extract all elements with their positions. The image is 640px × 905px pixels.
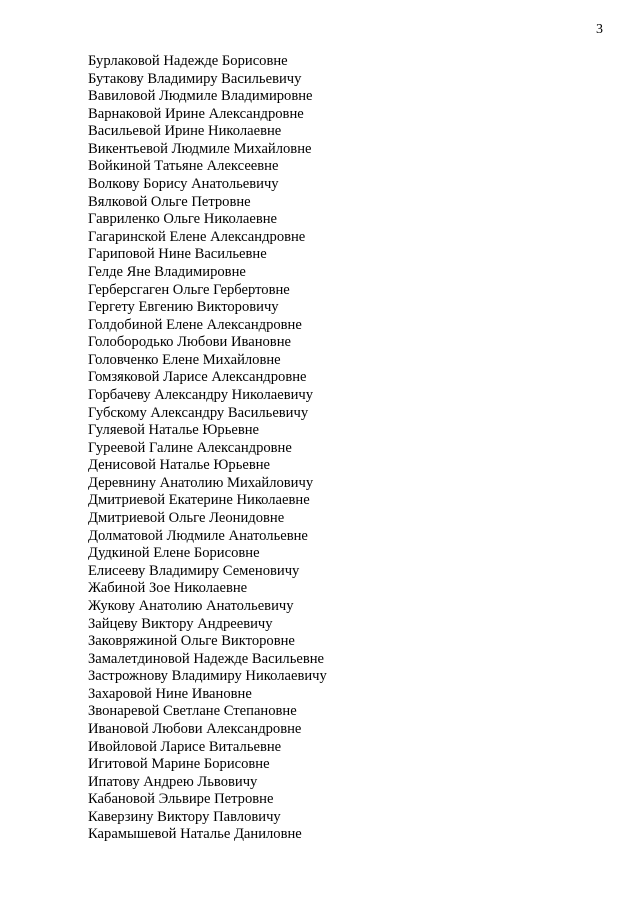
name-entry: Ипатову Андрею Львовичу <box>88 773 258 790</box>
name-entry: Гуляевой Наталье Юрьевне <box>88 422 260 439</box>
name-entry: Застрожнову Владимиру Николаевичу <box>88 668 327 685</box>
name-entry: Елисееву Владимиру Семеновичу <box>88 562 300 579</box>
name-entry: Звонаревой Светлане Степановне <box>88 703 297 720</box>
name-entry: Волкову Борису Анатольевичу <box>88 176 279 193</box>
name-entry: Викентьевой Людмиле Михайловне <box>88 140 312 157</box>
name-entry: Игитовой Марине Борисовне <box>88 756 270 773</box>
name-entry: Бурлаковой Надежде Борисовне <box>88 53 288 69</box>
name-entry: Карамышевой Наталье Даниловне <box>88 826 302 843</box>
name-entry: Бутакову Владимиру Васильевичу <box>88 70 302 87</box>
name-entry: Голобородько Любови Ивановне <box>88 334 291 351</box>
name-entry: Гариповой Нине Васильевне <box>88 246 267 263</box>
name-entry: Каверзину Виктору Павловичу <box>88 808 281 825</box>
name-entry: Ивановой Любови Александровне <box>88 720 302 737</box>
name-entry: Войкиной Татьяне Алексеевне <box>88 158 279 175</box>
name-entry: Гелде Яне Владимировне <box>88 263 246 280</box>
name-entry: Гомзяковой Ларисе Александровне <box>88 369 307 386</box>
name-entry: Гергету Евгению Викторовичу <box>88 299 279 316</box>
name-list <box>88 53 327 844</box>
name-entry: Гуреевой Галине Александровне <box>88 439 292 456</box>
name-entry: Гагаринской Елене Александровне <box>88 228 306 245</box>
name-entry: Васильевой Ирине Николаевне <box>88 123 282 140</box>
name-entry: Варнаковой Ирине Александровне <box>88 105 304 122</box>
name-entry: Деревнину Анатолию Михайловичу <box>88 474 314 491</box>
name-entry: Денисовой Наталье Юрьевне <box>88 457 271 474</box>
name-entry: Жабиной Зое Николаевне <box>88 580 248 597</box>
page-number: 3 <box>596 22 603 37</box>
name-entry: Захаровой Нине Ивановне <box>88 685 252 702</box>
name-entry: Губскому Александру Васильевичу <box>88 404 309 421</box>
name-entry: Гавриленко Ольге Николаевне <box>88 211 278 228</box>
name-entry: Дмитриевой Ольге Леонидовне <box>88 510 285 527</box>
name-entry: Вавиловой Людмиле Владимировне <box>88 88 313 105</box>
name-entry: Дмитриевой Екатерине Николаевне <box>88 492 310 509</box>
name-entry: Замалетдиновой Надежде Васильевне <box>88 650 325 667</box>
name-entry: Головченко Елене Михайловне <box>88 351 281 368</box>
name-entry: Горбачеву Александру Николаевичу <box>88 386 314 403</box>
name-entry: Вялковой Ольге Петровне <box>88 193 251 210</box>
name-entry: Дудкиной Елене Борисовне <box>88 545 260 562</box>
name-entry: Герберсгаген Ольге Гербертовне <box>88 281 290 298</box>
name-entry: Кабановой Эльвире Петровне <box>88 791 274 808</box>
name-entry: Ивойловой Ларисе Витальевне <box>88 738 282 755</box>
name-entry: Заковряжиной Ольге Викторовне <box>88 633 295 650</box>
name-entry: Зайцеву Виктору Андреевичу <box>88 615 273 632</box>
name-entry: Жукову Анатолию Анатольевичу <box>88 597 294 614</box>
name-entry: Долматовой Людмиле Анатольевне <box>88 527 308 544</box>
name-entry: Голдобиной Елене Александровне <box>88 316 302 333</box>
